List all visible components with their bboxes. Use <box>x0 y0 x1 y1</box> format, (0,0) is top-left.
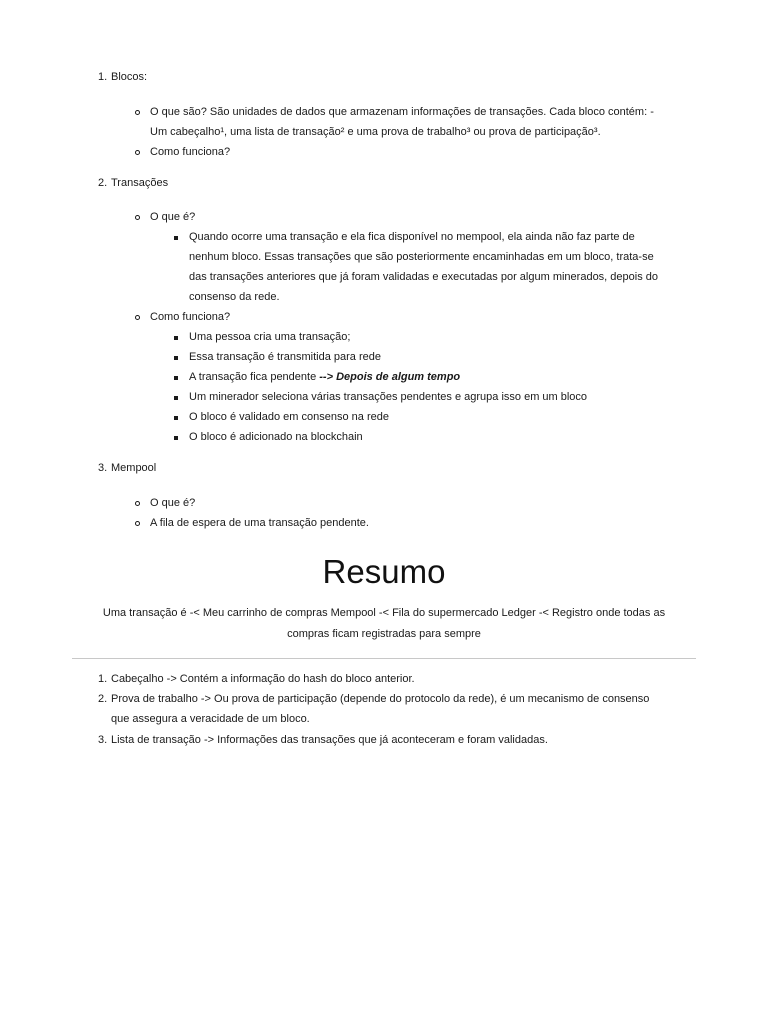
section-title: Mempool <box>111 462 157 474</box>
list-item <box>189 370 460 384</box>
circle-bullet-icon <box>135 521 140 526</box>
list-item: Um minerador seleciona várias transações pendentes e agrupa isso em um bloco <box>189 391 588 403</box>
section-title: Blocos: <box>111 71 148 83</box>
list-item: Um cabeçalho¹, uma lista de transação² e uma prova de trabalho³ ou prova de participação³. <box>150 126 601 138</box>
square-bullet-icon <box>174 236 178 240</box>
circle-bullet-icon <box>135 501 140 506</box>
section-number: 2. <box>98 177 108 189</box>
list-item: O que são? São unidades de dados que armazenam informações de transações. Cada bloco contém: - <box>150 106 654 118</box>
note-number: 1. <box>98 673 108 685</box>
summary-text: Uma transação é -< Meu carrinho de compras Mempool -< Fila do supermercado Ledger -< Registro onde todas as <box>102 607 666 619</box>
list-item: O que é? <box>150 211 196 223</box>
list-item: Uma pessoa cria uma transação; <box>189 331 351 343</box>
circle-bullet-icon <box>135 215 140 220</box>
note-item: Cabeçalho -> Contém a informação do hash do bloco anterior. <box>111 673 415 685</box>
square-bullet-icon <box>174 416 178 420</box>
list-item: consenso da rede. <box>189 291 280 303</box>
note-number: 3. <box>98 734 108 746</box>
square-bullet-icon <box>174 436 178 440</box>
list-item: Essa transação é transmitida para rede <box>189 351 381 363</box>
note-number: 2. <box>98 693 108 705</box>
section-title: Transações <box>111 177 169 189</box>
list-item: O que é? <box>150 497 196 509</box>
note-item: Prova de trabalho -> Ou prova de participação (depende do protocolo da rede), é um mecanismo de consenso <box>111 693 650 705</box>
list-item: O bloco é validado em consenso na rede <box>189 411 389 423</box>
list-item: Como funciona? <box>150 146 231 158</box>
list-item: nenhum bloco. Essas transações que são posteriormente encaminhadas em um bloco, trata-se <box>189 251 654 263</box>
section-number: 3. <box>98 462 108 474</box>
note-item: Lista de transação -> Informações das transações que já aconteceram e foram validadas. <box>111 734 548 746</box>
square-bullet-icon <box>174 336 178 340</box>
list-item: A fila de espera de uma transação pendente. <box>150 517 369 529</box>
square-bullet-icon <box>174 356 178 360</box>
list-item: Quando ocorre uma transação e ela fica disponível no mempool, ela ainda não faz parte de <box>189 231 635 243</box>
circle-bullet-icon <box>135 150 140 155</box>
summary-title: Resumo <box>322 553 446 590</box>
square-bullet-icon <box>174 396 178 400</box>
summary-text: compras ficam registradas para sempre <box>287 628 481 640</box>
square-bullet-icon <box>174 376 178 380</box>
note-item: que assegura a veracidade de um bloco. <box>111 713 310 725</box>
circle-bullet-icon <box>135 315 140 320</box>
list-item: Como funciona? <box>150 311 231 323</box>
list-item-text: A transação fica pendente <box>189 371 320 383</box>
circle-bullet-icon <box>135 110 140 115</box>
list-item: O bloco é adicionado na blockchain <box>189 431 363 443</box>
section-number: 1. <box>98 71 108 83</box>
emphasis-text: --> Depois de algum tempo <box>319 371 461 383</box>
divider <box>72 658 696 659</box>
list-item: das transações anteriores que já foram validadas e executadas por algum minerados, depois do <box>189 271 658 283</box>
